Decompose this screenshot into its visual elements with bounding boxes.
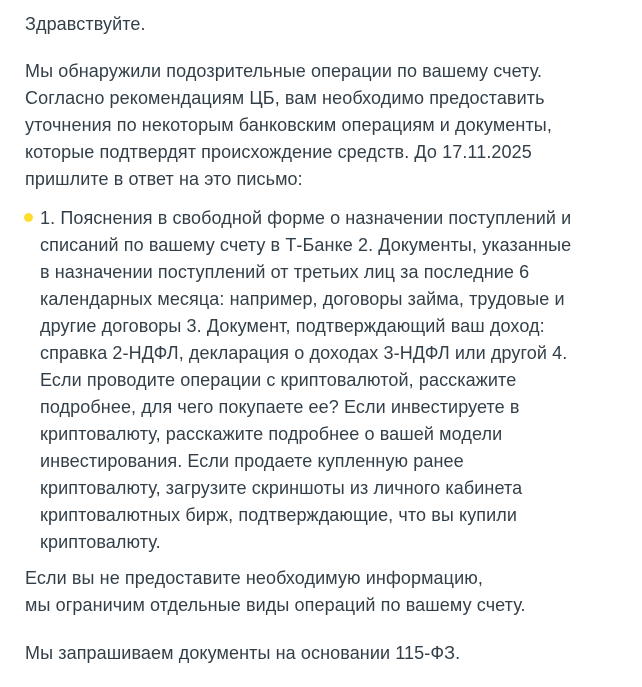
text-line: 1. Пояснения в свободной форме о назначении поступлений и <box>40 208 572 228</box>
text-line: криптовалюту. <box>40 532 161 552</box>
text-line: которые подтвердят происхождение средств. До 17.11.2025 <box>25 142 532 162</box>
text-line: инвестирования. Если продаете купленную ранее <box>40 451 464 471</box>
requirements-list <box>25 205 632 556</box>
text-line: пришлите в ответ на это письмо: <box>25 169 303 189</box>
text-line: подробнее, для чего покупаете ее? Если инвестируете в <box>40 397 520 417</box>
text-line: криптовалюту, загрузите скриншоты из личного кабинета <box>40 478 523 498</box>
requirements-item-text <box>40 205 632 556</box>
text-line: списаний по вашему счету в Т-Банке 2. Документы, указанные <box>40 235 572 255</box>
text-line: Если вы не предоставите необходимую информацию, <box>25 568 483 588</box>
text-line: Мы обнаружили подозрительные операции по вашему счету. <box>25 61 543 81</box>
text-line: в назначении поступлений от третьих лиц за последние 6 <box>40 262 530 282</box>
text-line: Если проводите операции с криптовалютой, расскажите <box>40 370 517 390</box>
text-line: уточнения по некоторым банковским операциям и документы, <box>25 115 552 135</box>
text-line: Согласно рекомендациям ЦБ, вам необходимо предоставить <box>25 88 545 108</box>
intro-paragraph <box>25 58 632 193</box>
greeting-text: Здравствуйте. <box>25 14 146 34</box>
text-line: календарных месяца: например, договоры займа, трудовые и <box>40 289 565 309</box>
text-line: криптовалютных бирж, подтверждающие, что вы купили <box>40 505 518 525</box>
text-line: другие договоры 3. Документ, подтверждающий ваш доход: <box>40 316 545 336</box>
requirements-list-item <box>25 205 632 556</box>
warning-paragraph <box>25 565 632 619</box>
bullet-icon <box>24 213 33 222</box>
legal-basis-text: Мы запрашиваем документы на основании 115-ФЗ. <box>25 643 461 663</box>
text-line: криптовалюту, расскажите подробнее о вашей модели <box>40 424 503 444</box>
text-line: мы ограничим отдельные виды операций по вашему счету. <box>25 595 526 615</box>
text-line: справка 2-НДФЛ, декларация о доходах 3-НДФЛ или другой 4. <box>40 343 568 363</box>
